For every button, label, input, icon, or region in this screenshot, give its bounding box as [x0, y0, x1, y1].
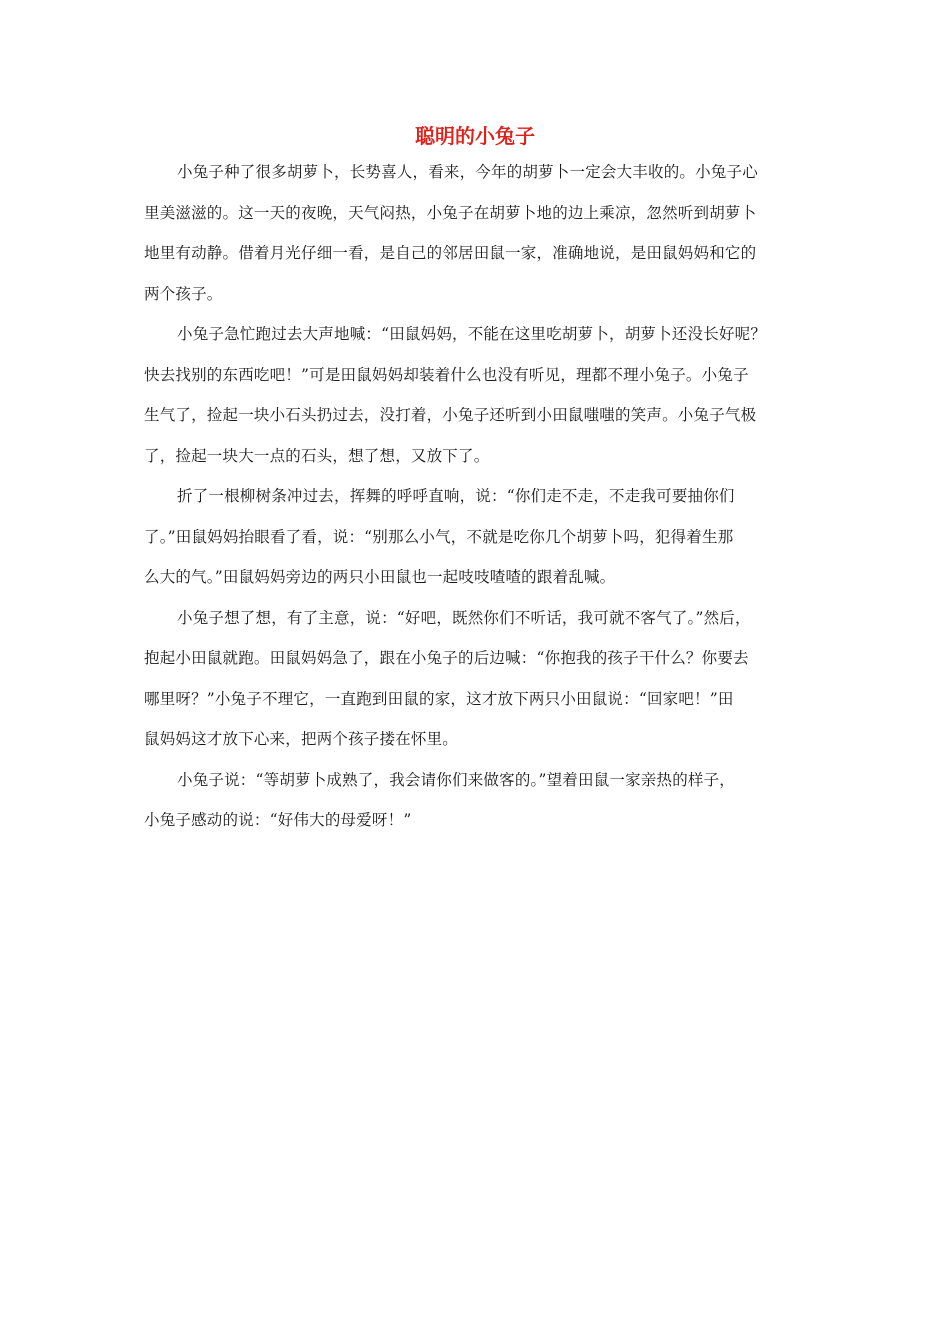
- text-line: 两个孩子。: [144, 284, 223, 303]
- text-line: 么大的气。”田鼠妈妈旁边的两只小田鼠也一起吱吱喳喳的跟着乱喊。: [144, 568, 616, 586]
- document-title: 聪明的小兔子: [415, 124, 535, 148]
- text-line: 生气了，捡起一块小石头扔过去，没打着，小兔子还听到小田鼠嗤嗤的笑声。小兔子气极: [144, 406, 757, 424]
- text-line: 小兔子想了想，有了主意，说：“好吧，既然你们不听话，我可就不客气了。”然后，: [177, 608, 751, 627]
- text-line: 小兔子种了很多胡萝卜，长势喜人，看来，今年的胡萝卜一定会大丰收的。小兔子心: [177, 163, 758, 181]
- text-line: 地里有动静。借着月光仔细一看，是自己的邻居田鼠一家，准确地说，是田鼠妈妈和它的: [144, 244, 757, 262]
- text-line: 小兔子感动的说：“好伟大的母爱呀！”: [144, 811, 412, 829]
- text-line: 小兔子急忙跑过去大声地喊：“田鼠妈妈，不能在这里吃胡萝卜，胡萝卜还没长好呢？: [177, 325, 767, 343]
- text-line: 折了一根柳树条冲过去，挥舞的呼呼直响，说：“你们走不走，不走我可要抽你们: [177, 487, 735, 505]
- text-line: 了。”田鼠妈妈抬眼看了看，说：“别那么小气，不就是吃你几个胡萝卜吗，犯得着生那: [144, 527, 734, 546]
- text-line: 里美滋滋的。这一天的夜晚，天气闷热，小兔子在胡萝卜地的边上乘凉，忽然听到胡萝卜: [144, 203, 757, 222]
- text-line: 快去找别的东西吃吧！”可是田鼠妈妈却装着什么也没有听见，理都不理小兔子。小兔子: [144, 365, 749, 384]
- text-line: 鼠妈妈这才放下心来，把两个孩子搂在怀里。: [144, 730, 459, 748]
- story-body: [144, 160, 814, 849]
- text-line: 了，捡起一块大一点的石头，想了想，又放下了。: [144, 446, 490, 465]
- text-line: 哪里呀？”小兔子不理它，一直跑到田鼠的家，这才放下两只小田鼠说：“回家吧！”田: [144, 689, 734, 708]
- text-line: 小兔子说：“等胡萝卜成熟了，我会请你们来做客的。”望着田鼠一家亲热的样子，: [177, 770, 736, 789]
- text-line: 抱起小田鼠就跑。田鼠妈妈急了，跟在小兔子的后边喊：“你抱我的孩子干什么？你要去: [144, 649, 749, 667]
